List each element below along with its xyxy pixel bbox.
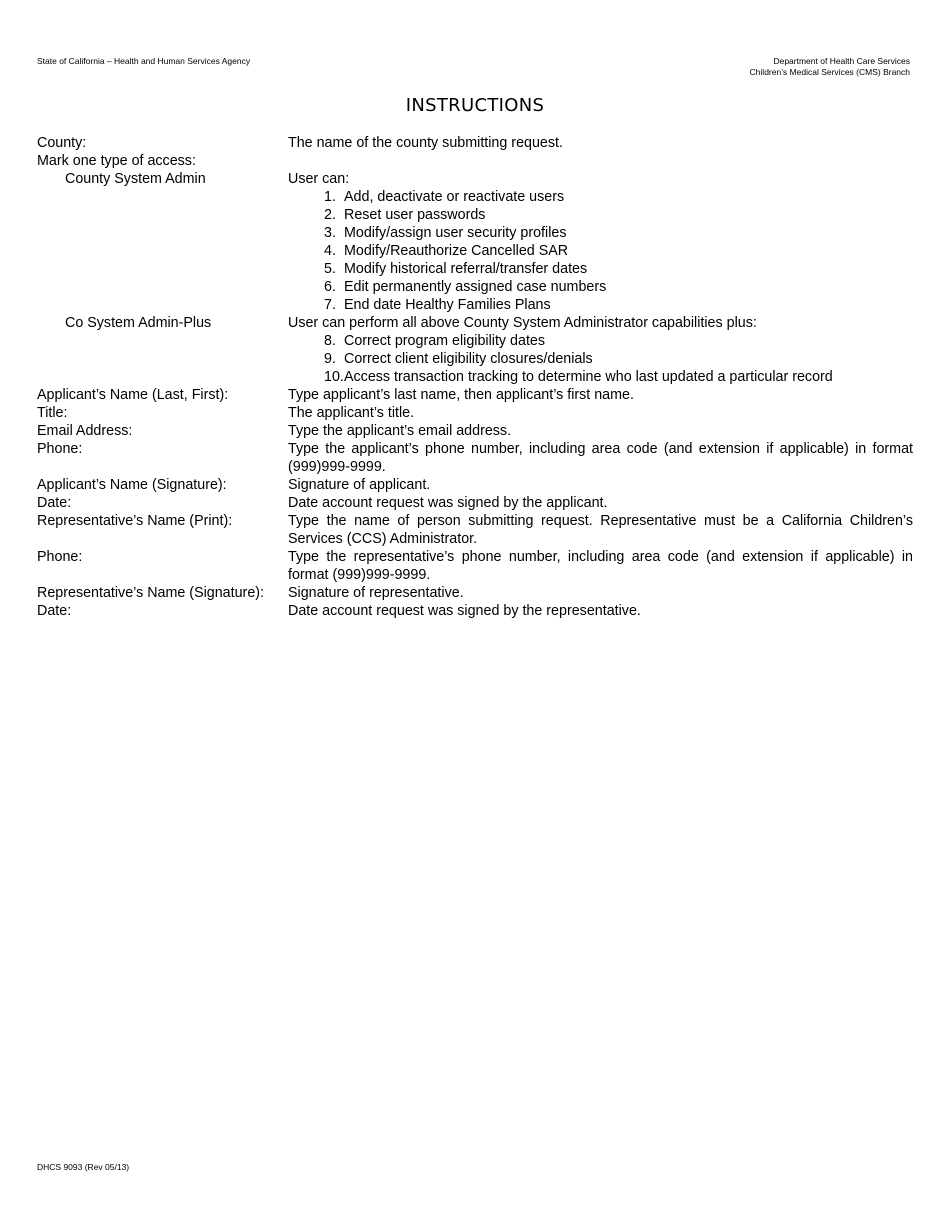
label-co-system-admin-plus: Co System Admin-Plus xyxy=(65,315,212,331)
list-number: 9. xyxy=(324,351,336,367)
list-number: 2. xyxy=(324,207,336,223)
list-number: 10. xyxy=(324,369,344,385)
label-applicant-name: Applicant’s Name (Last, First): xyxy=(37,387,229,403)
desc-representative-signature: Signature of representative. xyxy=(288,585,464,601)
label-access-type: Mark one type of access: xyxy=(37,153,196,169)
desc-co-system-admin-plus xyxy=(288,314,913,386)
label-applicant-date: Date: xyxy=(37,495,72,511)
list-number: 1. xyxy=(324,189,336,205)
desc-representative-phone: Type the representative’s phone number, including area code (and extension if applicable) in format (999)999-9999. xyxy=(288,549,913,583)
desc-applicant-signature: Signature of applicant. xyxy=(288,477,431,493)
list-number: 7. xyxy=(324,297,336,313)
list-text: Modify/Reauthorize Cancelled SAR xyxy=(344,243,569,259)
desc-county-system-admin xyxy=(288,170,913,314)
header-department-line2: Children’s Medical Services (CMS) Branch xyxy=(749,67,910,77)
desc-representative-date: Date account request was signed by the representative. xyxy=(288,603,641,619)
list-text: Access transaction tracking to determine who last updated a particular record xyxy=(344,369,833,385)
form-number: DHCS 9093 (Rev 05/13) xyxy=(37,1162,130,1172)
list-number: 6. xyxy=(324,279,336,295)
list-item xyxy=(288,368,913,386)
row-county xyxy=(37,134,913,152)
header-department-line1: Department of Health Care Services xyxy=(773,56,910,66)
list-number: 5. xyxy=(324,261,336,277)
label-representative-name: Representative’s Name (Print): xyxy=(37,513,233,529)
list-text: Add, deactivate or reactivate users xyxy=(344,189,565,205)
label-representative-signature: Representative’s Name (Signature): xyxy=(37,585,265,601)
row-representative-phone xyxy=(37,548,913,584)
list-item xyxy=(288,224,913,242)
desc-admin-plus-intro: User can perform all above County System Administrator capabilities plus: xyxy=(288,315,757,331)
list-number: 4. xyxy=(324,243,336,259)
list-item xyxy=(288,206,913,224)
label-representative-phone: Phone: xyxy=(37,549,83,565)
desc-email: Type the applicant’s email address. xyxy=(288,423,512,439)
list-text: Edit permanently assigned case numbers xyxy=(344,279,607,295)
desc-applicant-name: Type applicant’s last name, then applicant’s first name. xyxy=(288,387,634,403)
list-item xyxy=(288,296,913,314)
row-representative-signature xyxy=(37,584,913,602)
list-number: 8. xyxy=(324,333,336,349)
header-department xyxy=(750,56,910,78)
row-co-system-admin-plus xyxy=(37,314,913,386)
list-item xyxy=(288,242,913,260)
list-item xyxy=(288,188,913,206)
row-phone xyxy=(37,440,913,476)
list-text: Correct program eligibility dates xyxy=(344,333,546,349)
label-representative-date: Date: xyxy=(37,603,72,619)
list-text: Correct client eligibility closures/denials xyxy=(344,351,593,367)
desc-county: The name of the county submitting request. xyxy=(288,135,563,151)
row-county-system-admin xyxy=(37,170,913,314)
list-text: End date Healthy Families Plans xyxy=(344,297,551,313)
list-item xyxy=(288,260,913,278)
page-title: INSTRUCTIONS xyxy=(405,95,545,116)
label-phone: Phone: xyxy=(37,441,83,457)
list-text: Reset user passwords xyxy=(344,207,486,223)
row-email xyxy=(37,422,913,440)
list-text: Modify/assign user security profiles xyxy=(344,225,567,241)
list-item xyxy=(288,332,913,350)
list-item xyxy=(288,350,913,368)
label-county-system-admin: County System Admin xyxy=(65,171,206,187)
label-title: Title: xyxy=(37,405,68,421)
list-text: Modify historical referral/transfer dates xyxy=(344,261,588,277)
label-county: County: xyxy=(37,135,87,151)
row-applicant-date xyxy=(37,494,913,512)
header-agency: State of California – Health and Human Services Agency xyxy=(37,56,251,66)
row-applicant-signature xyxy=(37,476,913,494)
list-number: 3. xyxy=(324,225,336,241)
desc-phone: Type the applicant’s phone number, including area code (and extension if applicable) in format (999)999-9999. xyxy=(288,441,913,475)
label-applicant-signature: Applicant’s Name (Signature): xyxy=(37,477,227,493)
instructions-body xyxy=(37,134,913,620)
desc-representative-name: Type the name of person submitting request. Representative must be a California Children’s Services (CCS) Administrator. xyxy=(288,513,913,547)
desc-user-can: User can: xyxy=(288,171,350,187)
row-representative-name xyxy=(37,512,913,548)
list-item xyxy=(288,278,913,296)
row-access xyxy=(37,152,913,170)
label-email: Email Address: xyxy=(37,423,133,439)
row-title xyxy=(37,404,913,422)
desc-applicant-date: Date account request was signed by the applicant. xyxy=(288,495,608,511)
row-representative-date xyxy=(37,602,913,620)
desc-title: The applicant’s title. xyxy=(288,405,415,421)
row-applicant-name xyxy=(37,386,913,404)
